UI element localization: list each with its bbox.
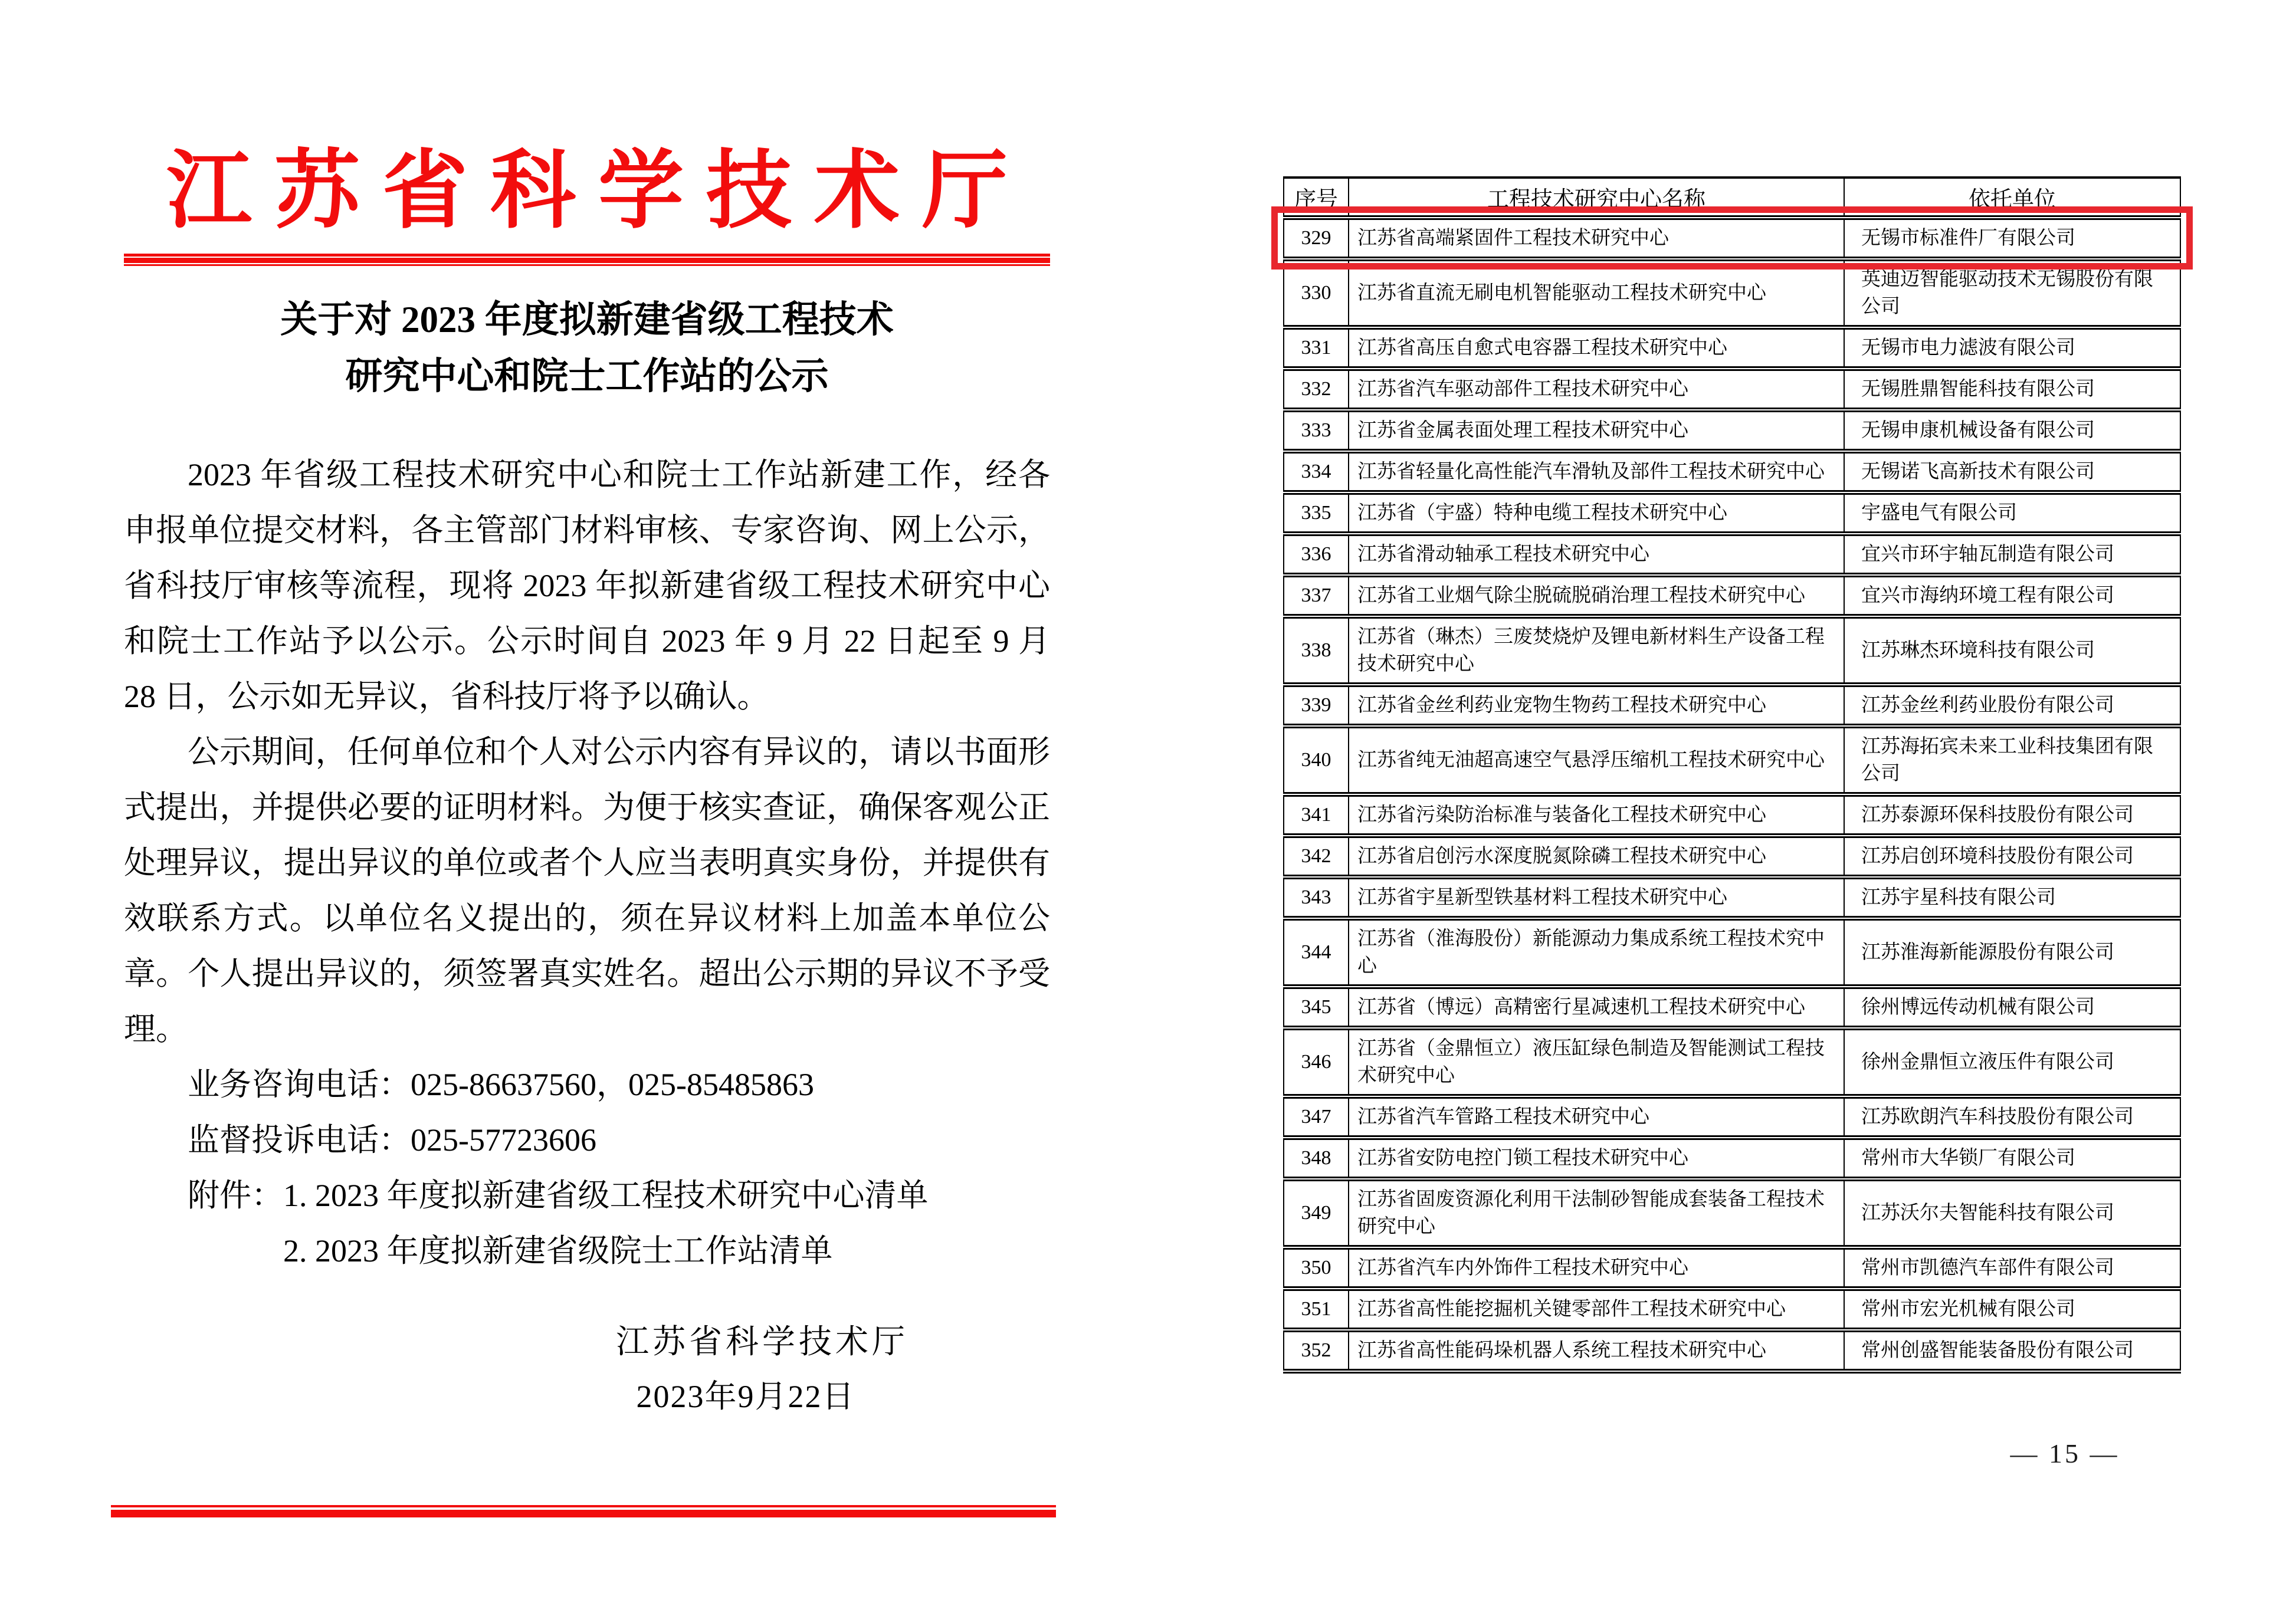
header-seq-no: 序号 xyxy=(1284,178,1349,218)
row-seq-no: 339 xyxy=(1284,685,1349,726)
row-center-name: 江苏省安防电控门锁工程技术研究中心 xyxy=(1349,1138,1844,1179)
row-center-name: 江苏省轻量化高性能汽车滑轨及部件工程技术研究中心 xyxy=(1349,451,1844,492)
row-supporting-unit: 江苏泰源环保科技股份有限公司 xyxy=(1844,794,2180,836)
row-seq-no: 340 xyxy=(1284,726,1349,794)
row-seq-no: 352 xyxy=(1284,1330,1349,1371)
row-seq-no: 344 xyxy=(1284,918,1349,987)
row-center-name: 江苏省启创污水深度脱氮除磷工程技术研究中心 xyxy=(1349,836,1844,877)
row-seq-no: 351 xyxy=(1284,1289,1349,1330)
table-row xyxy=(1284,1289,2180,1330)
red-divider-top xyxy=(124,254,1050,266)
row-center-name: 江苏省（金鼎恒立）液压缸绿色制造及智能测试工程技术研究中心 xyxy=(1349,1028,1844,1096)
document-title xyxy=(124,291,1050,405)
row-center-name: 江苏省工业烟气除尘脱硫脱硝治理工程技术研究中心 xyxy=(1349,575,1844,616)
row-center-name: 江苏省（博远）高精密行星减速机工程技术研究中心 xyxy=(1349,987,1844,1028)
page-number: — 15 — xyxy=(2010,1438,2120,1468)
row-center-name: 江苏省高性能挖掘机关键零部件工程技术研究中心 xyxy=(1349,1289,1844,1330)
table-row xyxy=(1284,327,2180,369)
row-supporting-unit: 江苏宇星科技有限公司 xyxy=(1844,877,2180,918)
header-supporting-unit: 依托单位 xyxy=(1844,178,2180,218)
row-center-name: 江苏省金属表面处理工程技术研究中心 xyxy=(1349,410,1844,451)
row-supporting-unit: 宜兴市环宇轴瓦制造有限公司 xyxy=(1844,534,2180,575)
row-center-name: 江苏省（琳杰）三废焚烧炉及锂电新材料生产设备工程技术研究中心 xyxy=(1349,616,1844,685)
attachment-line-2: 2. 2023 年度拟新建省级院士工作站清单 xyxy=(283,1233,833,1269)
agency-header-title: 江苏省科学技术厅 xyxy=(166,144,1030,239)
row-seq-no: 330 xyxy=(1284,259,1349,327)
paragraph-process: 2023 年省级工程技术研究中心和院士工作站新建工作，经各申报单位提交材料，各主管部门材料审核、专家咨询、网上公示，省科技厅审核等流程，现将 2023 年拟新建省级工程技术研究中心和院士工作站予以公示。公示时间自 2023 年 9 月 22 日起至 9 月 28 日，公示如无异议，省科技厅将予以确认。 xyxy=(124,457,1050,714)
phone-line-consult: 业务咨询电话：025-86637560，025-85485863 xyxy=(188,1067,814,1102)
row-center-name: 江苏省汽车内外饰件工程技术研究中心 xyxy=(1349,1247,1844,1289)
row-center-name: 江苏省固废资源化利用干法制砂智能成套装备工程技术研究中心 xyxy=(1349,1179,1844,1247)
table-row xyxy=(1284,492,2180,534)
table-row xyxy=(1284,1138,2180,1179)
table-row xyxy=(1284,575,2180,616)
table-row xyxy=(1284,1096,2180,1138)
table-row xyxy=(1284,616,2180,685)
table-row xyxy=(1284,1028,2180,1096)
header-center-name: 工程技术研究中心名称 xyxy=(1349,178,1844,218)
row-seq-no: 331 xyxy=(1284,327,1349,369)
table-row xyxy=(1284,1330,2180,1371)
row-center-name: 江苏省汽车管路工程技术研究中心 xyxy=(1349,1096,1844,1138)
row-supporting-unit: 江苏欧朗汽车科技股份有限公司 xyxy=(1844,1096,2180,1138)
row-supporting-unit: 无锡市电力滤波有限公司 xyxy=(1844,327,2180,369)
row-seq-no: 346 xyxy=(1284,1028,1349,1096)
row-seq-no: 348 xyxy=(1284,1138,1349,1179)
row-supporting-unit: 江苏沃尔夫智能科技有限公司 xyxy=(1844,1179,2180,1247)
document-title-line1: 关于对 2023 年度拟新建省级工程技术 xyxy=(280,299,894,340)
row-supporting-unit: 常州市凯德汽车部件有限公司 xyxy=(1844,1247,2180,1289)
row-center-name: 江苏省高性能码垛机器人系统工程技术研究中心 xyxy=(1349,1330,1844,1371)
row-seq-no: 338 xyxy=(1284,616,1349,685)
table-row xyxy=(1284,794,2180,836)
row-supporting-unit: 江苏琳杰环境科技有限公司 xyxy=(1844,616,2180,685)
document-title-line2: 研究中心和院士工作站的公示 xyxy=(345,356,829,397)
row-supporting-unit: 徐州金鼎恒立液压件有限公司 xyxy=(1844,1028,2180,1096)
table-row xyxy=(1284,218,2180,259)
table-row xyxy=(1284,987,2180,1028)
row-seq-no: 343 xyxy=(1284,877,1349,918)
red-divider-bottom xyxy=(111,1505,1056,1517)
row-center-name: 江苏省金丝利药业宠物生物药工程技术研究中心 xyxy=(1349,685,1844,726)
row-center-name: 江苏省（宇盛）特种电缆工程技术研究中心 xyxy=(1349,492,1844,534)
row-supporting-unit: 常州创盛智能装备股份有限公司 xyxy=(1844,1330,2180,1371)
row-seq-no: 329 xyxy=(1284,218,1349,259)
table-row xyxy=(1284,534,2180,575)
row-supporting-unit: 江苏启创环境科技股份有限公司 xyxy=(1844,836,2180,877)
table-row xyxy=(1284,685,2180,726)
row-center-name: 江苏省纯无油超高速空气悬浮压缩机工程技术研究中心 xyxy=(1349,726,1844,794)
paragraph-objection: 公示期间，任何单位和个人对公示内容有异议的，请以书面形式提出，并提供必要的证明材料。为便于核实查证，确保客观公正处理异议，提出异议的单位或者个人应当表明真实身份，并提供有效联系方式。以单位名义提出的，须在异议材料上加盖本单位公章。个人提出异议的，须签署真实姓名。超出公示期的异议不予受理。 xyxy=(124,734,1050,1047)
table-row xyxy=(1284,410,2180,451)
row-supporting-unit: 江苏海拓宾未来工业科技集团有限公司 xyxy=(1844,726,2180,794)
row-center-name: 江苏省高压自愈式电容器工程技术研究中心 xyxy=(1349,327,1844,369)
row-center-name: 江苏省高端紧固件工程技术研究中心 xyxy=(1349,218,1844,259)
row-supporting-unit: 无锡诺飞高新技术有限公司 xyxy=(1844,451,2180,492)
row-supporting-unit: 常州市宏光机械有限公司 xyxy=(1844,1289,2180,1330)
signature-date: 2023年9月22日 xyxy=(636,1379,855,1414)
row-seq-no: 336 xyxy=(1284,534,1349,575)
table-row xyxy=(1284,1247,2180,1289)
table-row xyxy=(1284,726,2180,794)
phone-line-complaint: 监督投诉电话：025-57723606 xyxy=(188,1122,596,1158)
row-seq-no: 337 xyxy=(1284,575,1349,616)
row-center-name: 江苏省直流无刷电机智能驱动工程技术研究中心 xyxy=(1349,259,1844,327)
notice-page xyxy=(124,0,1050,1623)
row-seq-no: 341 xyxy=(1284,794,1349,836)
row-supporting-unit: 无锡胜鼎智能科技有限公司 xyxy=(1844,369,2180,410)
table-row xyxy=(1284,836,2180,877)
row-supporting-unit: 江苏淮海新能源股份有限公司 xyxy=(1844,918,2180,987)
row-supporting-unit: 无锡申康机械设备有限公司 xyxy=(1844,410,2180,451)
row-seq-no: 345 xyxy=(1284,987,1349,1028)
row-supporting-unit: 常州市大华锁厂有限公司 xyxy=(1844,1138,2180,1179)
row-seq-no: 350 xyxy=(1284,1247,1349,1289)
row-seq-no: 335 xyxy=(1284,492,1349,534)
row-seq-no: 347 xyxy=(1284,1096,1349,1138)
row-center-name: 江苏省污染防治标准与装备化工程技术研究中心 xyxy=(1349,794,1844,836)
table-row xyxy=(1284,259,2180,327)
row-center-name: 江苏省汽车驱动部件工程技术研究中心 xyxy=(1349,369,1844,410)
row-seq-no: 349 xyxy=(1284,1179,1349,1247)
table-row xyxy=(1284,451,2180,492)
row-supporting-unit: 江苏金丝利药业股份有限公司 xyxy=(1844,685,2180,726)
row-seq-no: 334 xyxy=(1284,451,1349,492)
table-row xyxy=(1284,369,2180,410)
table-row xyxy=(1284,877,2180,918)
table-row xyxy=(1284,1179,2180,1247)
row-supporting-unit: 徐州博远传动机械有限公司 xyxy=(1844,987,2180,1028)
row-supporting-unit: 英迪迈智能驱动技术无锡股份有限公司 xyxy=(1844,259,2180,327)
notice-body xyxy=(124,447,1050,1279)
row-supporting-unit: 宜兴市海纳环境工程有限公司 xyxy=(1844,575,2180,616)
row-center-name: 江苏省（淮海股份）新能源动力集成系统工程技术究中心 xyxy=(1349,918,1844,987)
row-center-name: 江苏省宇星新型铁基材料工程技术研究中心 xyxy=(1349,877,1844,918)
row-supporting-unit: 宇盛电气有限公司 xyxy=(1844,492,2180,534)
row-supporting-unit: 无锡市标准件厂有限公司 xyxy=(1844,218,2180,259)
row-center-name: 江苏省滑动轴承工程技术研究中心 xyxy=(1349,534,1844,575)
table-row xyxy=(1284,918,2180,987)
signature-agency: 江苏省科学技术厅 xyxy=(616,1324,908,1361)
table-header-row xyxy=(1284,178,2180,218)
row-seq-no: 332 xyxy=(1284,369,1349,410)
attachment-line-1: 附件：1. 2023 年度拟新建省级工程技术研究中心清单 xyxy=(188,1178,929,1213)
row-seq-no: 342 xyxy=(1284,836,1349,877)
centers-table xyxy=(1283,176,2181,1374)
row-seq-no: 333 xyxy=(1284,410,1349,451)
